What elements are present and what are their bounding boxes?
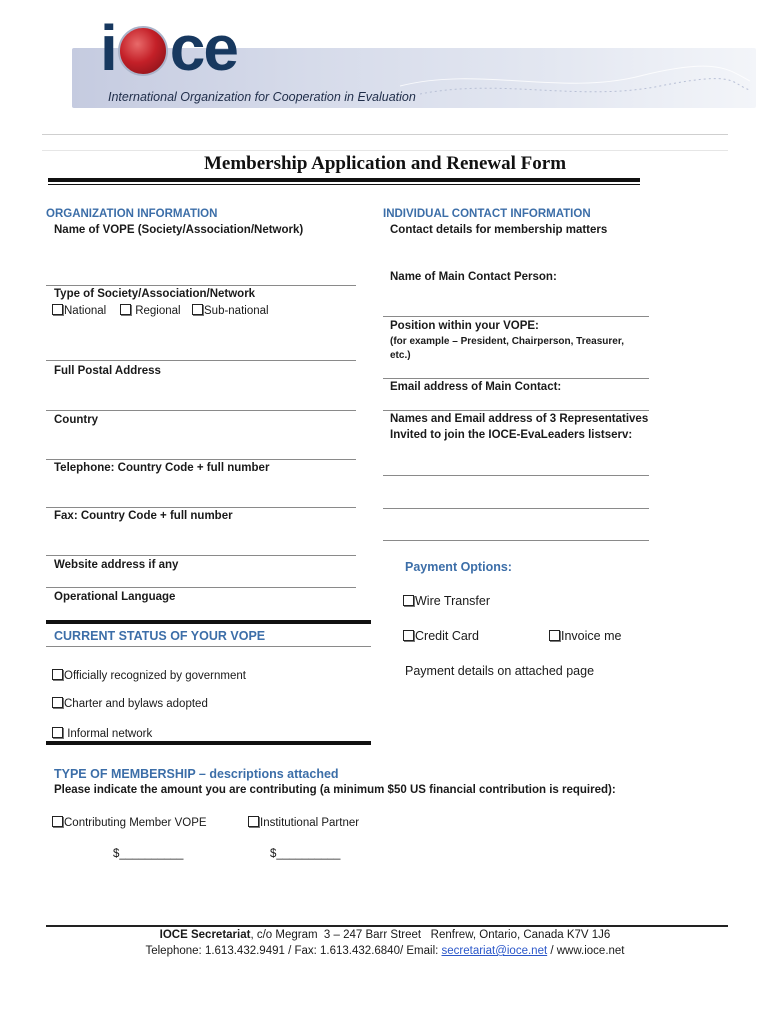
website-field[interactable] (46, 587, 356, 588)
representatives-label-line1: Names and Email address of 3 Representatives (390, 413, 649, 425)
email-field[interactable] (383, 410, 649, 411)
payment-wire-option[interactable]: Wire Transfer (403, 594, 490, 608)
footer-address-line (0, 929, 770, 941)
language-label: Operational Language (54, 591, 176, 603)
logo-globe-icon (118, 26, 168, 76)
fax-label: Fax: Country Code + full number (54, 510, 233, 522)
footer-secretariat-name: IOCE Secretariat (159, 929, 251, 941)
status-heading-underline (46, 646, 371, 647)
title-rule-thick (48, 178, 640, 182)
informal-checkbox[interactable] (52, 727, 63, 738)
vope-name-label: Name of VOPE (Society/Association/Network) (54, 224, 304, 236)
position-label: Position within your VOPE: (390, 320, 539, 332)
telephone-field[interactable] (46, 507, 356, 508)
status-informal-option[interactable]: Informal network (52, 727, 152, 740)
society-type-divider (46, 360, 356, 361)
ioce-logo (100, 12, 237, 84)
logo-letter-i: i (100, 12, 116, 84)
position-hint-line1: (for example – President, Chairperson, Treasurer, (390, 336, 624, 347)
status-charter-option[interactable]: Charter and bylaws adopted (52, 697, 208, 710)
payment-details-note: Payment details on attached page (405, 664, 595, 678)
status-rule-bottom (46, 741, 371, 745)
charter-checkbox[interactable] (52, 697, 63, 708)
fax-field[interactable] (46, 555, 356, 556)
institutional-partner-checkbox[interactable] (248, 816, 259, 827)
society-type-label: Type of Society/Association/Network (54, 288, 256, 300)
title-rule-thin (48, 184, 640, 185)
wire-transfer-checkbox[interactable] (403, 595, 414, 606)
status-heading: CURRENT STATUS OF YOUR VOPE (54, 629, 266, 643)
position-field[interactable] (383, 378, 649, 379)
representative-1-field[interactable] (383, 475, 649, 476)
contributing-amount-field[interactable]: $__________ (113, 848, 184, 860)
institutional-amount-field[interactable]: $__________ (270, 848, 341, 860)
payment-invoice-option[interactable]: Invoice me (549, 629, 621, 643)
website-label: Website address if any (54, 559, 179, 571)
vope-name-field[interactable] (46, 285, 356, 286)
officially-recognized-checkbox[interactable] (52, 669, 63, 680)
footer-contact-line (0, 945, 770, 957)
country-field[interactable] (46, 459, 356, 460)
contact-info-heading: INDIVIDUAL CONTACT INFORMATION (383, 208, 591, 220)
banner-swirl-decoration (400, 56, 750, 104)
membership-contributing-option[interactable]: Contributing Member VOPE (52, 816, 207, 829)
postal-address-label: Full Postal Address (54, 365, 161, 377)
type-regional-option[interactable]: Regional (120, 304, 181, 317)
type-subnational-option[interactable]: Sub-national (192, 304, 269, 317)
organization-name: International Organization for Cooperation in Evaluation (108, 90, 416, 104)
footer-phone-fax: Telephone: 1.613.432.9491 / Fax: 1.613.432.6840/ Email: (145, 945, 442, 957)
payment-heading: Payment Options: (405, 560, 512, 574)
national-checkbox[interactable] (52, 304, 63, 315)
payment-credit-option[interactable]: Credit Card (403, 629, 479, 643)
header-divider (42, 134, 728, 135)
form-title: Membership Application and Renewal Form (203, 153, 567, 174)
main-contact-field[interactable] (383, 316, 649, 317)
regional-checkbox[interactable] (120, 304, 131, 315)
org-info-heading: ORGANIZATION INFORMATION (46, 208, 218, 220)
credit-card-checkbox[interactable] (403, 630, 414, 641)
footer-address: , c/o Megram 3 – 247 Barr Street Renfrew, Ontario, Canada K7V 1J6 (250, 929, 611, 941)
position-hint-line2: etc.) (390, 350, 411, 361)
membership-instruction: Please indicate the amount you are contributing (a minimum $50 US financial contribution is required): (54, 784, 616, 796)
logo-letters-ce: ce (169, 12, 237, 84)
country-label: Country (54, 414, 99, 426)
footer-email-link[interactable]: secretariat@ioce.net (441, 945, 548, 957)
representatives-label-line2: Invited to join the IOCE-EvaLeaders listserv: (390, 429, 633, 441)
contributing-member-checkbox[interactable] (52, 816, 63, 827)
representative-3-field[interactable] (383, 540, 649, 541)
membership-institutional-option[interactable]: Institutional Partner (248, 816, 359, 829)
telephone-label: Telephone: Country Code + full number (54, 462, 270, 474)
contact-subheading: Contact details for membership matters (390, 224, 608, 236)
representative-2-field[interactable] (383, 508, 649, 509)
status-rule-top (46, 620, 371, 624)
footer-website: / www.ioce.net (547, 945, 625, 957)
type-national-option[interactable]: National (52, 304, 106, 317)
invoice-checkbox[interactable] (549, 630, 560, 641)
email-label: Email address of Main Contact: (390, 381, 562, 393)
subnational-checkbox[interactable] (192, 304, 203, 315)
main-contact-label: Name of Main Contact Person: (390, 271, 557, 283)
status-officially-recognized-option[interactable]: Officially recognized by government (52, 669, 246, 682)
footer-rule (46, 925, 728, 927)
membership-heading: TYPE OF MEMBERSHIP – descriptions attached (54, 767, 339, 781)
postal-address-field[interactable] (46, 410, 356, 411)
header-divider-light (42, 150, 728, 151)
